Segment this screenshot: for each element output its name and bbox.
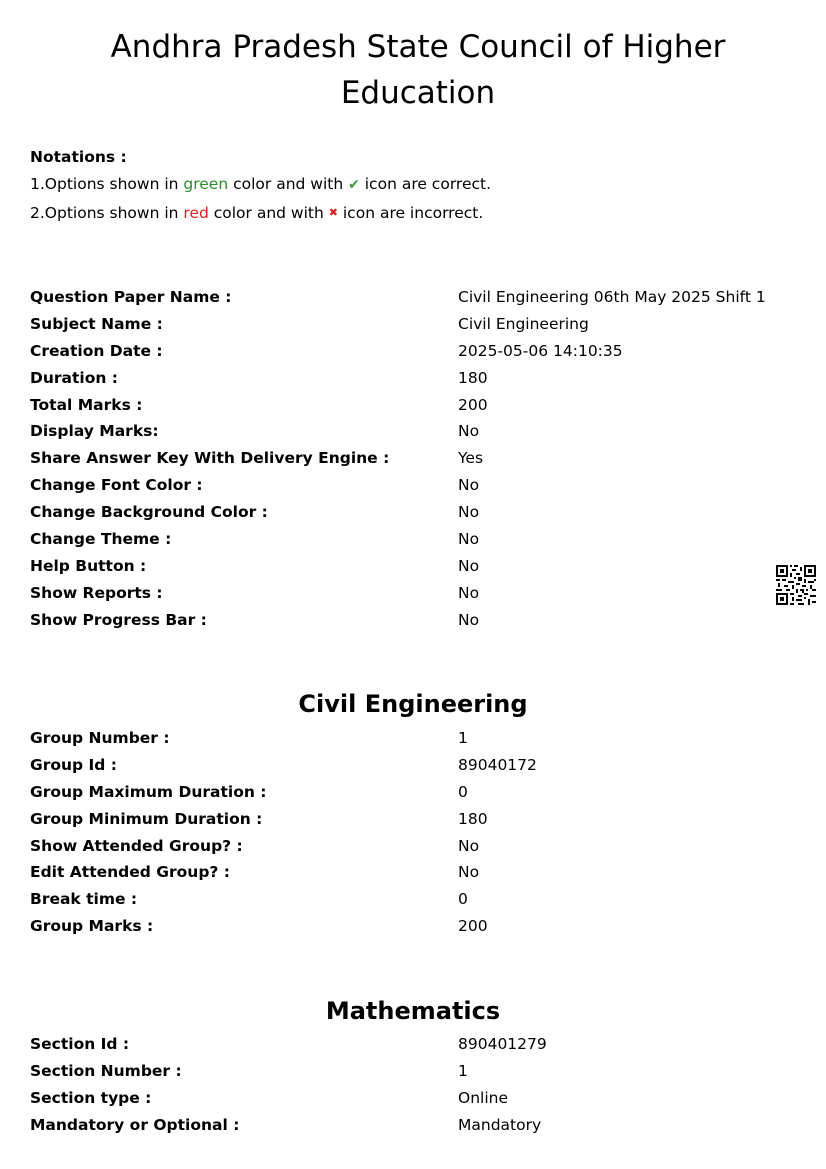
- group-info-label: Group Maximum Duration :: [30, 782, 267, 801]
- group-info-row: [30, 859, 790, 886]
- group-info-row: [30, 913, 790, 940]
- notations-heading: Notations :: [30, 148, 127, 166]
- group-info-row: [30, 752, 790, 779]
- paper-info-row: [30, 418, 790, 445]
- paper-info-label: Question Paper Name :: [30, 288, 232, 306]
- paper-info-label: Help Button :: [30, 556, 147, 575]
- notation-correct: [30, 171, 491, 199]
- section-info-row: [30, 1058, 790, 1085]
- paper-info-value: No: [458, 476, 480, 495]
- paper-info-label: Total Marks :: [30, 395, 143, 414]
- cross-icon: ✖: [328, 206, 338, 219]
- notation-incorrect: [30, 199, 491, 227]
- group-info-label: Group Minimum Duration :: [30, 809, 263, 828]
- paper-info-row: [30, 392, 790, 419]
- group-info-row: [30, 886, 790, 913]
- paper-info-label: Show Progress Bar :: [30, 610, 207, 629]
- section-info-table: [30, 1031, 790, 1139]
- paper-info-table: [30, 284, 790, 634]
- section-info-label: Mandatory or Optional :: [30, 1115, 240, 1134]
- page-title: Andhra Pradesh State Council of Higher Education: [110, 29, 726, 111]
- paper-info-value: Civil Engineering: [458, 314, 589, 333]
- check-icon: ✔: [348, 177, 360, 193]
- paper-info-row: [30, 338, 790, 365]
- paper-info-value: Yes: [458, 449, 484, 468]
- section-info-value: Online: [458, 1088, 508, 1107]
- paper-info-value: No: [458, 583, 480, 602]
- notation-incorrect-prefix: 2.Options shown in: [30, 204, 184, 222]
- section-info-value: Mandatory: [458, 1115, 542, 1134]
- group-info-value: 180: [458, 809, 488, 828]
- paper-info-label: Show Reports :: [30, 583, 163, 602]
- paper-info-row: [30, 365, 790, 392]
- section-info-label: Section Id :: [30, 1035, 130, 1053]
- paper-info-label: Change Background Color :: [30, 503, 268, 522]
- paper-info-row: [30, 311, 790, 338]
- paper-info-label: Subject Name :: [30, 314, 163, 333]
- group-info-row: [30, 806, 790, 833]
- paper-info-row: [30, 607, 790, 634]
- notation-incorrect-middle: color and with: [208, 204, 329, 222]
- notation-correct-suffix: icon are correct.: [359, 175, 492, 193]
- section-info-value: 890401279: [458, 1035, 547, 1053]
- group-info-value: 89040172: [458, 755, 537, 774]
- paper-info-value: No: [458, 610, 480, 629]
- qr-code-icon: [776, 565, 816, 605]
- paper-info-label: Share Answer Key With Delivery Engine :: [30, 449, 390, 468]
- group-info-label: Group Id :: [30, 755, 117, 774]
- paper-info-value: Civil Engineering 06th May 2025 Shift 1: [458, 288, 766, 306]
- paper-info-value: No: [458, 422, 480, 441]
- group-info-table: [30, 725, 790, 940]
- notation-incorrect-suffix: icon are incorrect.: [337, 204, 484, 222]
- paper-info-row: [30, 580, 790, 607]
- section-info-row: [30, 1031, 790, 1058]
- section-title: Mathematics: [325, 997, 501, 1025]
- paper-info-label: Change Font Color :: [30, 476, 203, 495]
- group-info-row: [30, 833, 790, 860]
- group-info-value: 0: [458, 782, 468, 801]
- section-info-row: [30, 1112, 790, 1139]
- paper-info-row: [30, 284, 790, 311]
- paper-info-row: [30, 553, 790, 580]
- group-info-label: Edit Attended Group? :: [30, 863, 230, 882]
- notations-block: [30, 144, 491, 227]
- paper-info-label: Display Marks:: [30, 422, 159, 441]
- group-info-label: Break time :: [30, 890, 138, 909]
- group-info-label: Group Marks :: [30, 917, 154, 936]
- paper-info-label: Creation Date :: [30, 341, 163, 360]
- paper-info-row: [30, 472, 790, 499]
- paper-info-label: Duration :: [30, 368, 119, 387]
- notation-red-word: red: [183, 204, 209, 222]
- paper-info-label: Change Theme :: [30, 530, 172, 549]
- paper-info-value: 200: [458, 395, 488, 414]
- group-info-value: 200: [458, 917, 488, 936]
- group-info-value: No: [458, 836, 480, 855]
- paper-info-value: 180: [458, 368, 488, 387]
- notation-correct-middle: color and with: [228, 175, 349, 193]
- paper-info-value: 2025-05-06 14:10:35: [458, 341, 623, 360]
- group-title: Civil Engineering: [298, 690, 528, 718]
- notation-correct-prefix: 1.Options shown in: [30, 175, 184, 193]
- notation-green-word: green: [183, 175, 229, 193]
- paper-info-row: [30, 499, 790, 526]
- paper-info-row: [30, 445, 790, 472]
- section-info-value: 1: [458, 1061, 468, 1080]
- group-info-label: Show Attended Group? :: [30, 836, 243, 855]
- paper-info-value: No: [458, 503, 480, 522]
- paper-info-value: No: [458, 556, 480, 575]
- group-info-value: 0: [458, 890, 468, 909]
- paper-info-value: No: [458, 530, 480, 549]
- group-info-row: [30, 725, 790, 752]
- group-info-row: [30, 779, 790, 806]
- group-info-value: No: [458, 863, 480, 882]
- group-info-label: Group Number :: [30, 729, 170, 747]
- group-info-value: 1: [458, 729, 468, 747]
- paper-info-row: [30, 526, 790, 553]
- section-info-label: Section Number :: [30, 1061, 182, 1080]
- section-info-label: Section type :: [30, 1088, 152, 1107]
- section-info-row: [30, 1085, 790, 1112]
